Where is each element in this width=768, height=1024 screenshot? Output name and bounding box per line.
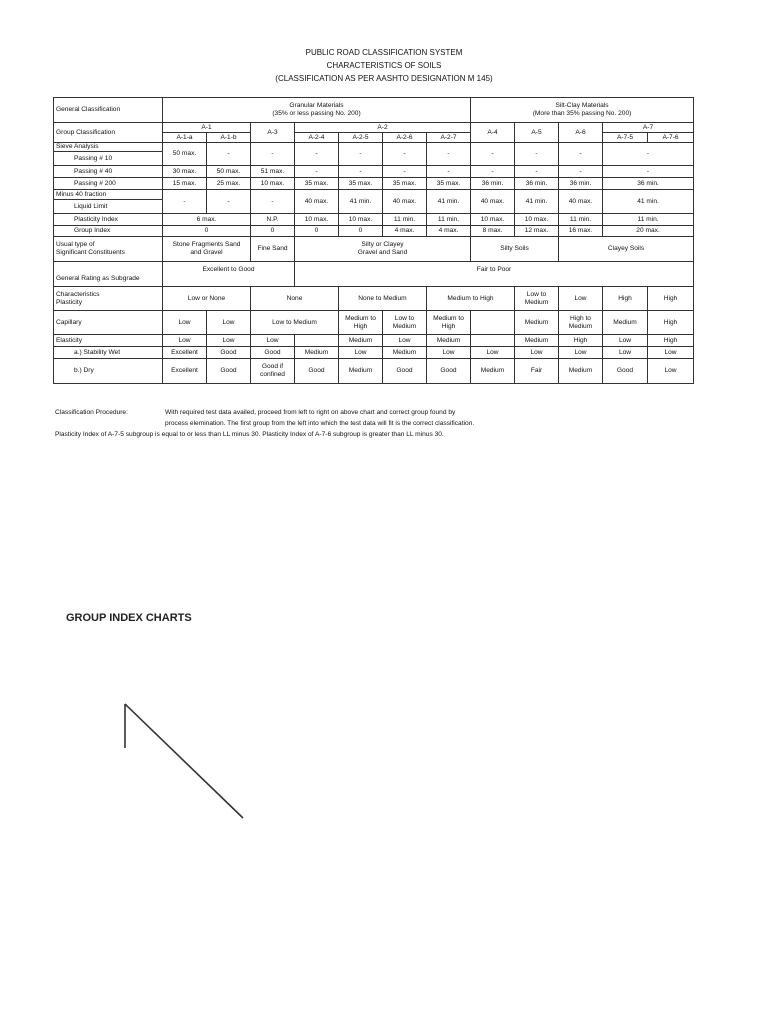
table-cell: 25 max.: [207, 178, 251, 190]
table-cell: High: [559, 335, 603, 347]
title-line-2: CHARACTERISTICS OF SOILS: [326, 61, 442, 70]
table-cell: 50 max.: [163, 143, 207, 166]
group-header: A-1: [163, 123, 251, 133]
row-label: Group Index: [54, 226, 163, 237]
table-cell: 40 max.: [471, 190, 515, 214]
group-header: A-3: [251, 123, 295, 143]
table-cell: None: [251, 287, 339, 311]
table-cell: 0: [251, 226, 295, 237]
table-cell: -: [559, 143, 603, 166]
table-cell: Excellent: [163, 347, 207, 359]
table-cell: Good: [427, 359, 471, 384]
plasticity-index-row: [54, 214, 694, 226]
procedure-text-line-1: With required test data availed, proceed from left to right on above chart and correct group found by: [165, 409, 456, 416]
table-cell: -: [295, 166, 339, 178]
subgroup-header: A-2-6: [383, 133, 427, 143]
group-header: A-5: [515, 123, 559, 143]
table-cell: N.P.: [251, 214, 295, 226]
table-cell: Fair to Poor: [295, 262, 694, 287]
table-cell: Low: [207, 335, 251, 347]
table-cell: -: [251, 143, 295, 166]
table-cell: Medium: [603, 311, 648, 335]
table-cell: -: [163, 190, 207, 214]
table-cell: Good: [383, 359, 427, 384]
plasticity-index-note: Plasticity Index of A-7-5 subgroup is equal to or less than LL minus 30. Plasticity Index of A-7-6 subgroup is greater than LL minus 30.: [55, 431, 444, 438]
table-cell: 40 max.: [383, 190, 427, 214]
table-cell: Silty or Clayey Gravel and Sand: [295, 237, 471, 262]
table-cell: -: [295, 143, 339, 166]
table-cell: 40 max.: [295, 190, 339, 214]
table-cell: Low to Medium: [515, 287, 559, 311]
subgroup-header: A-2-5: [339, 133, 383, 143]
row-label: Plasticity Index: [54, 214, 163, 226]
row-label: Liquid Limit: [54, 200, 163, 214]
table-cell: Low: [207, 311, 251, 335]
table-cell: Low: [339, 347, 383, 359]
soil-classification-table: [53, 97, 694, 384]
table-cell: Silty Soils: [471, 237, 559, 262]
table-cell: Medium to High: [339, 311, 383, 335]
table-cell: 20 max.: [603, 226, 694, 237]
table-cell: 51 max.: [251, 166, 295, 178]
table-cell: Low: [603, 347, 648, 359]
table-cell: Medium: [427, 335, 471, 347]
general-rating-row: [54, 262, 694, 287]
table-cell: Medium: [383, 347, 427, 359]
table-cell: 35 max.: [339, 178, 383, 190]
classification-notes: [55, 407, 715, 440]
table-cell: 35 max.: [295, 178, 339, 190]
table-cell: Low: [559, 287, 603, 311]
table-cell: 10 max.: [515, 214, 559, 226]
table-cell: Medium: [515, 311, 559, 335]
table-cell: Low: [427, 347, 471, 359]
table-cell: Low or None: [163, 287, 251, 311]
table-cell: 10 max.: [471, 214, 515, 226]
table-cell: 0: [163, 226, 251, 237]
chart-diagonal-line: [125, 704, 243, 818]
procedure-text-line-2: process elemination. The first group from the left into which the test data will fit is the correct classification.: [165, 420, 475, 427]
table-cell: -: [383, 143, 427, 166]
table-cell: Low: [163, 335, 207, 347]
document-title: [0, 46, 768, 85]
row-label: Passing # 200: [54, 178, 163, 190]
table-cell: Low: [515, 347, 559, 359]
table-cell: Medium: [559, 359, 603, 384]
table-cell: Medium to High: [427, 287, 515, 311]
table-cell: [471, 311, 515, 335]
row-label: Sieve Analysis: [54, 143, 163, 152]
table-cell: Low: [471, 347, 515, 359]
row-label: Passing # 40: [54, 166, 163, 178]
table-cell: 41 min.: [515, 190, 559, 214]
row-label: General Classification: [54, 98, 163, 123]
table-cell: 16 max.: [559, 226, 603, 237]
table-cell: -: [515, 166, 559, 178]
table-cell: 4 max.: [383, 226, 427, 237]
table-cell: High: [648, 287, 694, 311]
table-cell: Low: [163, 311, 207, 335]
table-cell: -: [207, 143, 251, 166]
table-cell: Low: [603, 335, 648, 347]
general-classification-row: [54, 98, 694, 123]
row-label: a.) Stability Wet: [54, 347, 163, 359]
group-header: A-4: [471, 123, 515, 143]
row-label: General Rating as Subgrade: [54, 262, 163, 287]
table-cell: 6 max.: [163, 214, 251, 226]
table-cell: [295, 335, 339, 347]
title-line-3: (CLASSIFICATION AS PER AASHTO DESIGNATION M 145): [275, 74, 493, 83]
table-cell: High: [648, 311, 694, 335]
table-cell: Good: [207, 359, 251, 384]
capillary-row: [54, 311, 694, 335]
table-cell: Low to Medium: [383, 311, 427, 335]
elasticity-row: [54, 335, 694, 347]
table-cell: Good: [251, 347, 295, 359]
table-cell: Good: [603, 359, 648, 384]
table-cell: 41 min.: [427, 190, 471, 214]
table-cell: 30 max.: [163, 166, 207, 178]
table-cell: 11 min.: [559, 214, 603, 226]
table-cell: Excellent to Good: [163, 262, 295, 287]
granular-materials-header: Granular Materials (35% or less passing No. 200): [163, 98, 471, 123]
row-label: b.) Dry: [54, 359, 163, 384]
table-cell: Excellent: [163, 359, 207, 384]
table-cell: 36 min.: [559, 178, 603, 190]
table-cell: 36 min.: [515, 178, 559, 190]
table-cell: -: [251, 190, 295, 214]
subgroup-header: A-7-5: [603, 133, 648, 143]
row-label: Usual type of Significant Constituents: [54, 237, 163, 262]
table-cell: -: [427, 143, 471, 166]
table-cell: Low to Medium: [251, 311, 339, 335]
table-cell: Stone Fragments Sand and Gravel: [163, 237, 251, 262]
table-cell: -: [515, 143, 559, 166]
table-cell: 11 min.: [603, 214, 694, 226]
title-line-1: PUBLIC ROAD CLASSIFICATION SYSTEM: [305, 48, 463, 57]
table-cell: High: [603, 287, 648, 311]
passing-40-row: [54, 166, 694, 178]
table-cell: 10 max.: [339, 214, 383, 226]
table-cell: 11 min.: [383, 214, 427, 226]
group-header: A-6: [559, 123, 603, 143]
table-cell: 41 min.: [603, 190, 694, 214]
procedure-label: Classification Procedure:: [55, 409, 128, 416]
table-cell: 50 max.: [207, 166, 251, 178]
table-cell: -: [427, 166, 471, 178]
table-cell: 11 min.: [427, 214, 471, 226]
group-index-charts-heading: GROUP INDEX CHARTS: [66, 612, 192, 624]
table-cell: Fair: [515, 359, 559, 384]
table-cell: Medium: [515, 335, 559, 347]
subgroup-header: A-1-b: [207, 133, 251, 143]
table-cell: Medium: [295, 347, 339, 359]
table-cell: Medium: [471, 359, 515, 384]
group-classification-row: [54, 123, 694, 133]
table-cell: Good: [295, 359, 339, 384]
table-cell: Clayey Soils: [559, 237, 694, 262]
table-cell: 35 max.: [383, 178, 427, 190]
table-cell: Low: [383, 335, 427, 347]
plasticity-row: [54, 287, 694, 311]
group-index-row: [54, 226, 694, 237]
table-cell: 41 min.: [339, 190, 383, 214]
group-header: A-7: [603, 123, 694, 133]
group-header: A-2: [295, 123, 471, 133]
row-label: Characteristics Plasticity: [54, 287, 163, 311]
table-cell: 0: [339, 226, 383, 237]
table-cell: Low: [648, 359, 694, 384]
table-cell: 10 max.: [295, 214, 339, 226]
constituents-row: [54, 237, 694, 262]
table-cell: Medium: [339, 335, 383, 347]
group-index-chart-drawing: [110, 690, 260, 830]
table-cell: -: [339, 166, 383, 178]
row-label: Minus 40 fraction: [54, 190, 163, 200]
table-cell: 35 max.: [427, 178, 471, 190]
subgroup-header: A-7-6: [648, 133, 694, 143]
table-cell: -: [339, 143, 383, 166]
table-cell: 8 max.: [471, 226, 515, 237]
table-cell: -: [471, 143, 515, 166]
table-cell: Medium to High: [427, 311, 471, 335]
table-cell: [471, 335, 515, 347]
table-cell: 12 max.: [515, 226, 559, 237]
row-label: Group Classification: [54, 123, 163, 143]
subgroup-header: A-1-a: [163, 133, 207, 143]
minus-40-fraction-row: [54, 190, 694, 200]
table-cell: 4 max.: [427, 226, 471, 237]
table-cell: High: [648, 335, 694, 347]
passing-200-row: [54, 178, 694, 190]
subgroup-header: A-2-7: [427, 133, 471, 143]
subgroup-header: A-2-4: [295, 133, 339, 143]
row-label: Passing # 10: [54, 152, 163, 166]
table-cell: 40 max.: [559, 190, 603, 214]
table-cell: Fine Sand: [251, 237, 295, 262]
table-cell: -: [603, 143, 694, 166]
table-cell: -: [559, 166, 603, 178]
table-cell: High to Medium: [559, 311, 603, 335]
table-cell: 10 max.: [251, 178, 295, 190]
table-cell: Low: [251, 335, 295, 347]
table-cell: -: [471, 166, 515, 178]
table-cell: 0: [295, 226, 339, 237]
table-cell: -: [603, 166, 694, 178]
table-cell: Good: [207, 347, 251, 359]
row-label: Capillary: [54, 311, 163, 335]
table-cell: Good if confined: [251, 359, 295, 384]
table-cell: None to Medium: [339, 287, 427, 311]
table-cell: 15 max.: [163, 178, 207, 190]
stability-wet-row: [54, 347, 694, 359]
table-cell: Medium: [339, 359, 383, 384]
sieve-analysis-row: [54, 143, 694, 152]
table-cell: 36 min.: [603, 178, 694, 190]
silt-clay-materials-header: Silt-Clay Materials (More than 35% passing No. 200): [471, 98, 694, 123]
table-cell: -: [207, 190, 251, 214]
table-cell: Low: [648, 347, 694, 359]
table-cell: -: [383, 166, 427, 178]
table-cell: Low: [559, 347, 603, 359]
dry-row: [54, 359, 694, 384]
table-cell: 36 min.: [471, 178, 515, 190]
row-label: Elasticity: [54, 335, 163, 347]
